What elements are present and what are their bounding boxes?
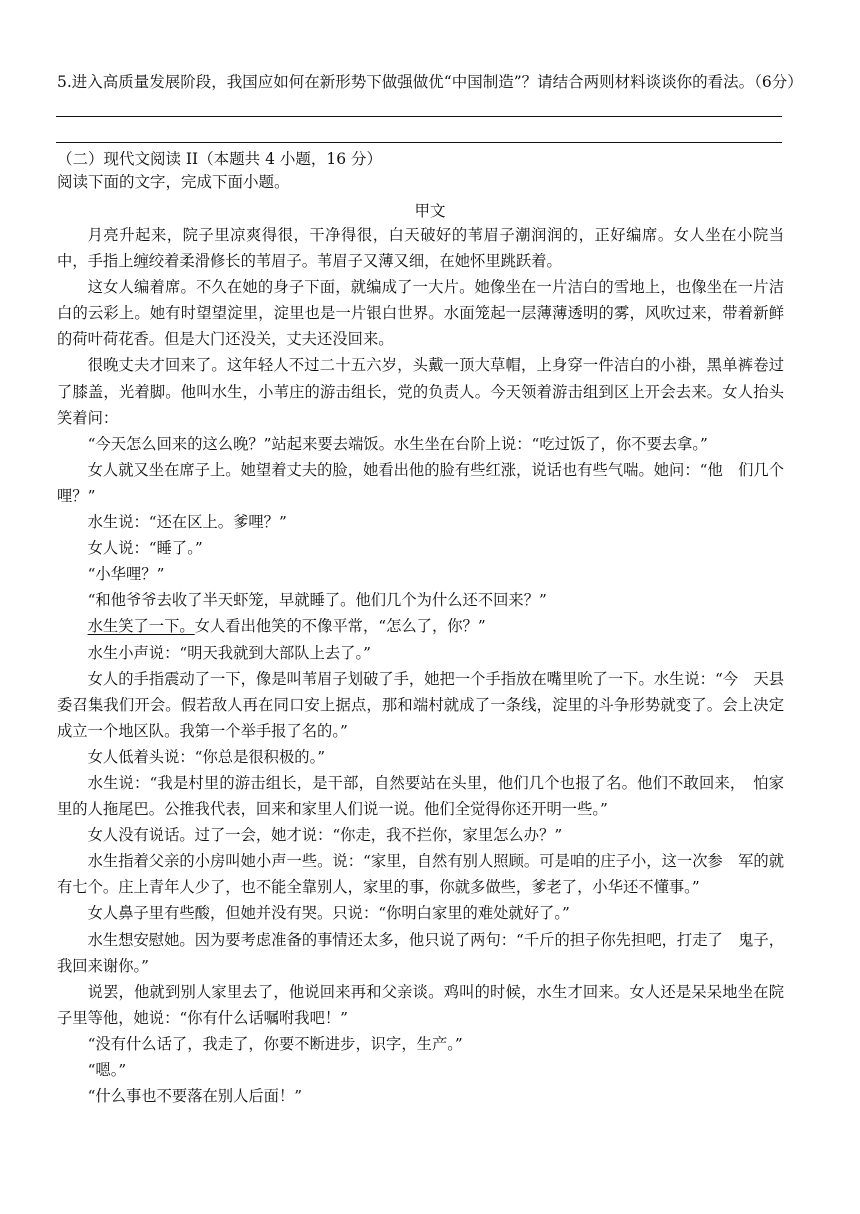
passage-paragraph [57,1083,784,1109]
passage-paragraph [57,640,784,666]
passage-paragraph [57,822,784,848]
passage-paragraph [57,274,784,352]
paragraph-text: 月亮升起来，院子里凉爽得很，干净得很，白天破好的苇眉子潮润润的，正好编席。女人坐在小院当中，手指上缠绞着柔滑修长的苇眉子。苇眉子又薄又细，在她怀里跳跃着。 [57,226,784,271]
paragraph-text: 水生指着父亲的小房叫她小声一些。说：“家里，自然有别人照顾。可是咱的庄子小，这一次参 军的就有七个。庄上青年人少了，也不能全靠别人，家里的事，你就多做些，爹老了，小华还不懂事。” [57,852,784,897]
answer-line-1 [56,116,782,117]
paragraph-text: 很晚丈夫才回来了。这年轻人不过二十五六岁，头戴一顶大草帽，上身穿一件洁白的小褂，黑单裤卷过了膝盖，光着脚。他叫水生，小苇庄的游击组长，党的负责人。今天领着游击组到区上开会去来。女人抬头笑着问： [57,356,784,427]
paragraph-text: 女人没有说话。过了一会，她才说：“你走，我不拦你，家里怎么办？” [87,826,563,845]
reading-instruction: 阅读下面的文字，完成下面小题。 [57,173,290,191]
paragraph-text: 女人鼻子里有些酸，但她并没有哭。只说：“你明白家里的难处就好了。” [87,904,570,923]
paragraph-text: “嗯。” [87,1061,127,1079]
passage-paragraph [57,900,784,926]
paragraph-text: 女人看出他笑的不像平常，“怎么了，你？” [194,617,486,636]
paragraph-text: “没有什么话了，我走了，你要不断进步，识字，生产。” [87,1034,463,1053]
passage-paragraph [57,744,784,770]
paragraph-text: 女人说：“睡了。” [87,539,203,558]
passage-paragraph [57,848,784,900]
paragraph-text: “小华哩？” [87,565,165,584]
passage-paragraph [57,222,784,274]
paragraph-text: 水生小声说：“明天我就到大部队上去了。” [87,643,371,662]
passage-paragraph [57,979,784,1031]
paragraph-text: “什么事也不要落在别人后面！” [87,1087,303,1106]
passage-paragraph [57,352,784,430]
passage-paragraph [57,927,784,979]
passage-paragraph [57,561,784,587]
question-5: 5.进入高质量发展阶段，我国应如何在新形势下做强做优“中国制造”？请结合两则材料谈谈你的看法。（6分） [57,73,803,91]
section-title: （二）现代文阅读 II（本题共 4 小题，16 分） [57,150,383,168]
passage-paragraph [57,587,784,613]
paragraph-text: 女人低着头说：“你总是很积极的。” [87,747,326,766]
paragraph-text: 说罢，他就到别人家里去了，他说回来再和父亲谈。鸡叫的时候，水生才回来。女人还是呆呆地坐在院子里等他，她说：“你有什么话嘱咐我吧！” [57,982,784,1027]
paragraph-text: 这女人编着席。不久在她的身子下面，就编成了一大片。她像坐在一片洁白的雪地上，也像坐在一片洁白的云彩上。她有时望望淀里，淀里也是一片银白世界。水面笼起一层薄薄透明的雾，风吹过来，带着新鲜的荷叶荷花香。但是大门还没关，丈夫还没回来。 [57,278,784,349]
paragraph-text: “今天怎么回来的这么晚？”站起来要去端饭。水生坐在台阶上说：“吃过饭了，你不要去拿。” [87,434,708,453]
paragraph-text: 女人就又坐在席子上。她望着丈夫的脸，她看出他的脸有些红涨，说话也有些气喘。她问：“他 们几个哩？” [57,460,784,505]
paragraph-text: 水生说：“还在区上。爹哩？” [87,513,287,532]
passage-paragraph [57,509,784,535]
passage-paragraph [57,666,784,744]
passage-paragraph [57,431,784,457]
passage-heading: 甲文 [414,202,446,220]
passage-paragraph [57,1031,784,1057]
paragraph-text: “和他爷爷去收了半天虾笼，早就睡了。他们几个为什么还不回来？” [87,591,547,610]
paragraph-text: 水生想安慰她。因为要考虑准备的事情还太多，他只说了两句：“千斤的担子你先担吧，打走了 鬼子，我回来谢你。” [57,930,784,975]
paragraph-text: 水生说：“我是村里的游击组长，是干部，自然要站在头里，他们几个也报了名。他们不敢回来， 怕家里的人拖尾巴。公推我代表，回来和家里人们说一说。他们全觉得你还开明一些。” [57,773,784,819]
passage-body [57,222,784,1109]
passage-paragraph [57,770,784,822]
passage-paragraph [57,1057,784,1083]
passage-paragraph [57,535,784,561]
passage-paragraph [57,457,784,509]
answer-line-2 [56,142,782,143]
paragraph-text: 女人的手指震动了一下，像是叫苇眉子划破了手，她把一个手指放在嘴里吮了一下。水生说：“今 天县委召集我们开会。假若敌人再在同口安上据点，那和端村就成了一条线，淀里的斗争形势就变了。会上决定成立一个地区队。我第一个举手报了名的。” [57,669,784,740]
passage-paragraph [57,613,784,639]
underlined-sentence: 水生笑了一下。 [87,617,195,636]
